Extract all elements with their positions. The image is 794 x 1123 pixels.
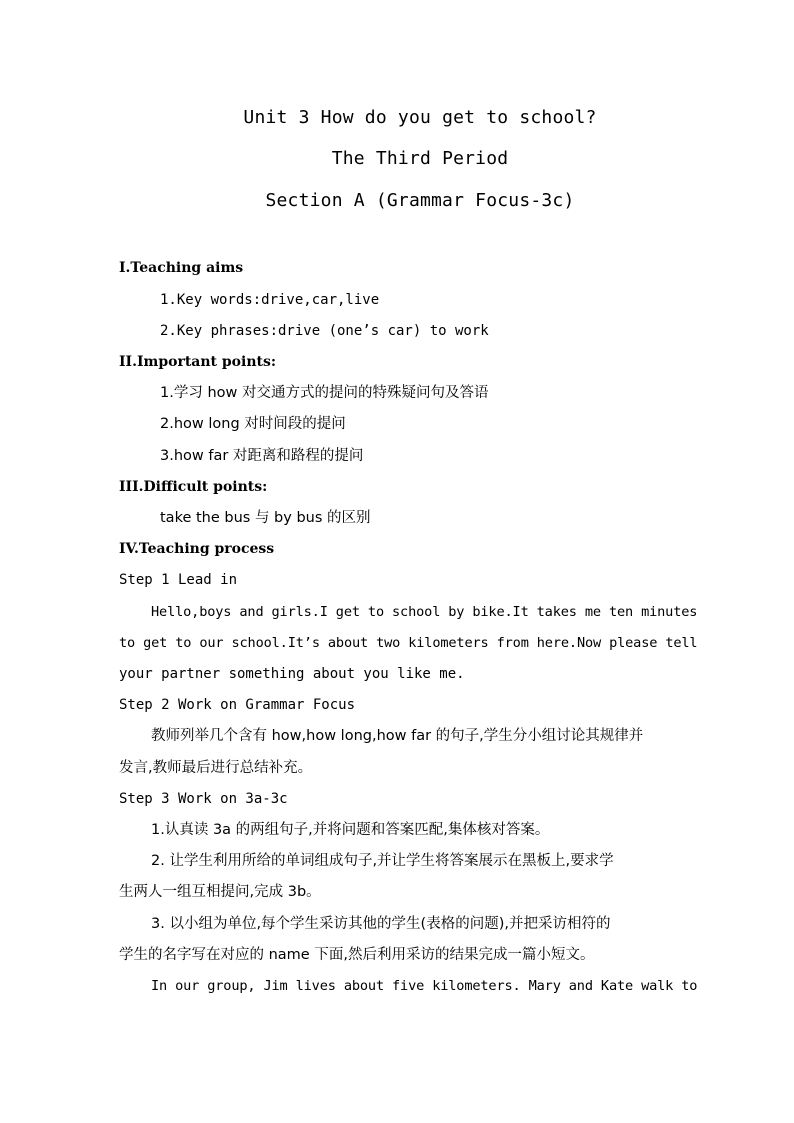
teaching-aims-item: 2.Key phrases:drive (one’s car) to work [160, 323, 489, 339]
paragraph-line: 发言,教师最后进行总结补充。 [119, 760, 313, 776]
step-title: Step 3 Work on 3a-3c [119, 791, 288, 807]
section-title: Section A (Grammar Focus-3c) [265, 190, 575, 211]
paragraph-line: 教师列举几个含有 how,how long,how far 的句子,学生分小组讨论其规律并 [151, 728, 644, 744]
paragraph-line: 学生的名字写在对应的 name 下面,然后利用采访的结果完成一篇小短文。 [119, 947, 595, 963]
step-title: Step 2 Work on Grammar Focus [119, 697, 356, 713]
paragraph-line: 2. 让学生利用所给的单词组成句子,并让学生将答案展示在黑板上,要求学 [151, 853, 614, 869]
period-title: The Third Period [331, 148, 509, 169]
difficult-points-heading: III.Difficult points: [119, 479, 268, 495]
paragraph-line: 3. 以小组为单位,每个学生采访其他的学生(表格的问题),并把采访相符的 [151, 916, 611, 932]
paragraph-line: Hello,boys and girls.I get to school by bike.It takes me ten minutes [151, 604, 698, 620]
teaching-aims-heading: I.Teaching aims [119, 260, 244, 276]
important-point-item: 3.how far 对距离和路程的提问 [160, 448, 364, 464]
step-title: Step 1 Lead in [119, 572, 238, 588]
important-point-item: 2.how long 对时间段的提问 [160, 416, 346, 432]
difficult-points-text: take the bus 与 by bus 的区别 [160, 510, 371, 526]
paragraph-line: to get to our school.It’s about two kilometers from here.Now please tell [119, 635, 698, 651]
important-points-heading: II.Important points: [119, 354, 277, 370]
document-title: Unit 3 How do you get to school? [243, 107, 597, 128]
important-point-item: 1.学习 how 对交通方式的提问的特殊疑问句及答语 [160, 385, 489, 401]
paragraph-line: 生两人一组互相提问,完成 3b。 [119, 884, 321, 900]
paragraph-line: your partner something about you like me. [119, 666, 465, 682]
paragraph-line: 1.认真读 3a 的两组句子,并将问题和答案匹配,集体核对答案。 [151, 822, 550, 838]
paragraph-line: In our group, Jim lives about five kilometers. Mary and Kate walk to [151, 978, 698, 994]
teaching-process-heading: IV.Teaching process [119, 541, 275, 557]
teaching-aims-item: 1.Key words:drive,car,live [160, 292, 380, 308]
